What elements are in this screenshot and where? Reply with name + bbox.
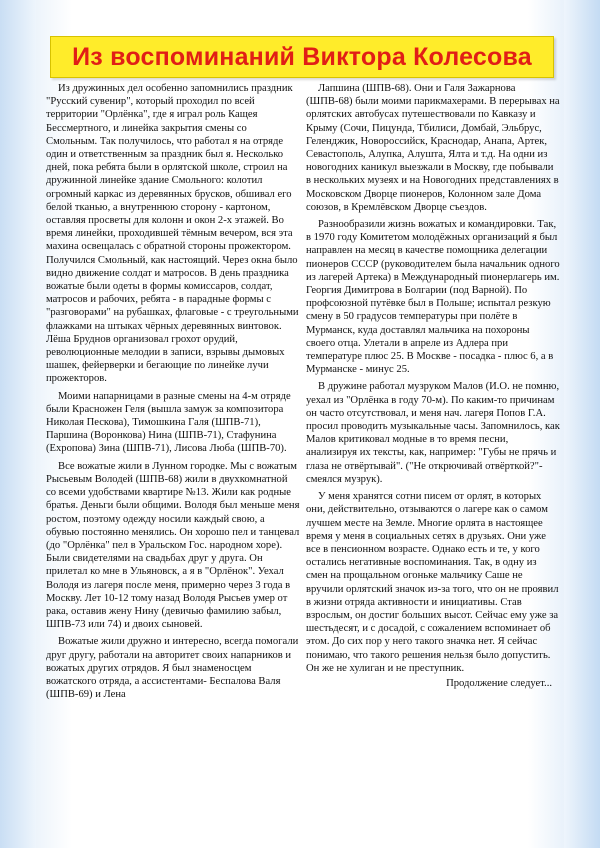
continuation-note: Продолжение следует... bbox=[446, 677, 552, 689]
right-border-gradient bbox=[564, 0, 600, 848]
title-banner bbox=[50, 36, 554, 78]
paragraph: В дружине работал музруком Малов (И.О. не помню, уехал из "Орлёнка в году 70-м). По каким-то причинам он часто отсутствовал, и меня нач. лагеря Попов Г.А. просил проводить музыкальные часы. Запомнилось, как Малов критиковал модные в то время песни, анализируя их тексты, как, например: "Губы не прячь и глаза не отвёртывай". ("Не открючивай отвёрткой?"- смеялся музрук). bbox=[306, 381, 560, 485]
article-body bbox=[46, 82, 560, 830]
paragraph: Вожатые жили дружно и интересно, всегда помогали друг другу, работали на авторитет своих напарников и вожатых других отрядов. Я был знаменосцем вожатского отряда, а ассистентами- Беспалова Валя (ШПВ-69) и Лена bbox=[46, 636, 299, 701]
paragraph: Моими напарницами в разные смены на 4-м отряде были Красножен Геля (вышла замуж за композитора Николая Пескова), Тимошкина Галя (ШПВ-71), Паршина (Воронкова) Нина (ШПВ-71), Стафунина (Ехропова) Зина (ШПВ-71), Лисова Люба (ШПВ-70). bbox=[46, 390, 291, 455]
left-border-gradient bbox=[0, 0, 36, 848]
page-title: Из воспоминаний Виктора Колесова bbox=[72, 42, 532, 71]
paragraph: Все вожатые жили в Лунном городке. Мы с вожатым Рысьевым Володей (ШПВ-68) жили в двухкомнатной со всеми удобствами квартире №13. Жили как родные братья. Деньги были общими. Володя был меньше меня ростом, поэтому одежду носили каждый свою, а обувью постоянно менялись. Он хорошо пел и танцевал (до "Орлёнка" пел в Уральском Гос. народном хоре). Были свидетелями на свадьбах друг у друга. Он прилетал ко мне в Ульяновск, а я в "Орлёнок". Уехал Володя из лагеря после меня, примерно через 3 года в Москву. Лет 10-12 тому назад Володя Рысьев умер от рака, оставив жену Нину (девичью фамилию забыл, ШПВ-73 или 74) и двоих сыновей. bbox=[46, 460, 300, 631]
paragraph: Лапшина (ШПВ-68). Они и Галя Зажарнова (ШПВ-68) были моими парикмахерами. В перерывах на орлятских автобусах путешествовали по Кавказу и Крыму (Сочи, Пицунда, Тбилиси, Домбай, Эльбрус, Геленджик, Новороссийск, Краснодар, Анапа, Артек, Севастополь, Алупка, Алушта, Ялта и т.д. На одни из новогодних каникул выезжали в Москву, где побывали в нескольких музеях и на Новогодних представлениях в Московском Дворце пионеров, Колонном зале Дома союзов, в Кремлёвском Дворце съездов. bbox=[306, 83, 560, 213]
left-column bbox=[46, 82, 300, 830]
right-column bbox=[306, 82, 560, 830]
paragraph: У меня хранятся сотни писем от орлят, в которых они, действительно, отзываются о лагере как о самом лучшем месте на Земле. Многие орлята в настоящее время у меня в социальных сетях в друзьях. Они уже все в пенсионном возрасте. Однако есть и те, у кого остались негативные воспоминания. Так, в одну из смен на прощальном огоньке мальчику Саше не вручили орлятский значок из-за того, что он не проявил в жизни отряда активности и инициативы. Став взрослым, он достиг больших высот. Сейчас ему уже за шестьдесят, и с досадой, с сожалением вспоминает об этом. До сих пор у него такого значка нет. Я сейчас понимаю, что такого решения нельзя было допустить. Он же не хулиган и не преступник. bbox=[306, 491, 559, 674]
document-page bbox=[38, 30, 562, 830]
paragraph: Из дружинных дел особенно запомнились праздник "Русский сувенир", который проходил по всей территории "Орлёнка", где я играл роль Кащея Бессмертного, и линейка закрытия смены со Смольным. Так получилось, что работал я на отряде один и ответственным за праздник был я. Несколько дней, пока ребята были в орлятской школе, строил на дружинной линейке здание Смольного: колотил огромный каркас из деревянных брусков, обшивал его белой тканью, а внутреннюю сторону - картоном, оставляя просветы для колонн и окон 2-х этажей. Во время линейки, проходившей тёмным вечером, вся эта махина освещалась с обратной стороны прожектором. Получился Смольный, как настоящий. Через окна было видно движение солдат и матросов. В день праздника вожатые были одеты в формы комиссаров, солдат, матросов и рабочих, ребята - в парадные формы с "разговорами" на рубашках, флаговые - с треугольными флажками на штыках чёрных деревянных винтовок. Лёша Бруднов организовал грохот орудий, революционные мелодии в записи, взрывы дымовых шашек, фейерверки и бегающие по линейке лучи прожекторов. bbox=[46, 83, 299, 385]
paragraph: Разнообразили жизнь вожатых и командировки. Так, в 1970 году Комитетом молодёжных организаций я был направлен на месяц в качестве помощника делегации пионеров СССР (руководителем была начальник одного из лагерей Артека) в Международный пионерлагерь им. Георгия Димитрова в Болгарии (под Варной). По профсоюзной путёвке был в Польше; испытал резкую смену в 50 градусов температуры при полёте в Мурманск, куда доставлял мальчика на похороны своего отца. Улетали в апреле из Адлера при температуре плюс 25. В Москве - посадка - плюс 6, а в Мурманске - минус 25. bbox=[306, 219, 560, 376]
